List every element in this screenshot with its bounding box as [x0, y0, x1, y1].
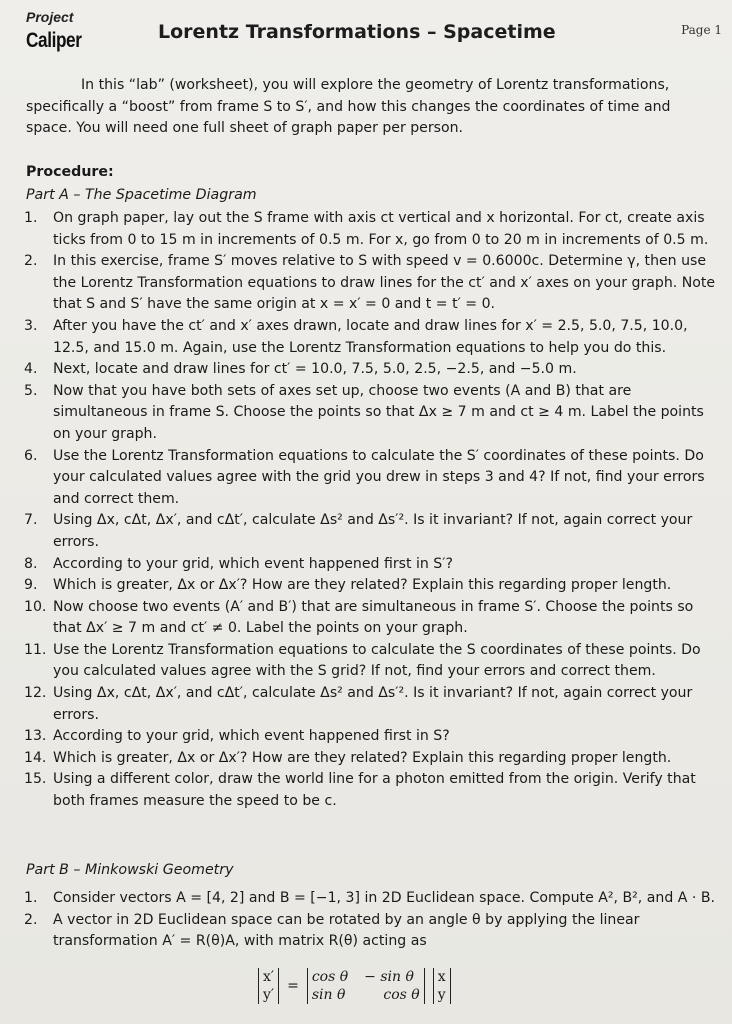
part-a-step-7 [0, 510, 722, 553]
part-a-step-4 [0, 359, 722, 381]
m22: cos θ [383, 987, 420, 1003]
m11: cos θ [311, 969, 349, 985]
step-number: 14. [24, 749, 47, 766]
part-a-step-2 [0, 251, 722, 316]
part-a-step-13 [0, 726, 722, 748]
step-text: Using a different color, draw the world line for a photon emitted from the origin. Verify that both frames measure the speed to be c. [53, 771, 696, 810]
part-b-steps [0, 888, 722, 953]
step-number: 7. [24, 512, 38, 529]
rhs-vector [433, 968, 451, 1004]
part-a-step-1 [0, 208, 722, 251]
step-text: Use the Lorentz Transformation equations to calculate the S coordinates of these points. Do you calculated values agree with the S grid? If not, find your errors and correct them. [53, 641, 701, 680]
step-number: 10. [24, 598, 47, 615]
step-number: 12. [24, 685, 47, 702]
m21: sin θ [311, 987, 346, 1003]
step-number: 6. [24, 447, 38, 464]
document-title: Lorentz Transformations – Spacetime [158, 21, 556, 43]
step-number: 13. [24, 728, 47, 745]
part-a-steps [0, 208, 722, 813]
part-a-step-12 [0, 683, 722, 726]
step-text: After you have the ct′ and x′ axes drawn, locate and draw lines for x′ = 2.5, 5.0, 7.5, 10.0, 12.5, and 15.0 m. Again, use the Lorentz Transformation equations to help you do this. [53, 317, 688, 356]
rhs-y: y [437, 987, 446, 1003]
step-number: 3. [24, 317, 38, 334]
step-number: 5. [24, 382, 38, 399]
lhs-vector [258, 968, 279, 1004]
page-number: Page 1 [681, 23, 722, 37]
intro-paragraph: In this “lab” (worksheet), you will explore the geometry of Lorentz transformations, specifically a “boost” from frame S to S′, and how this changes the coordinates of time and space. You will need one full sheet of graph paper per person. [26, 77, 671, 136]
step-number: 11. [24, 641, 47, 658]
step-number: 1. [24, 890, 38, 906]
step-number: 4. [24, 361, 38, 378]
lhs-y: y′ [263, 987, 275, 1003]
part-a-step-3 [0, 316, 722, 359]
logo-project-text: Project [26, 9, 74, 25]
step-text: According to your grid, which event happened first in S? [53, 728, 450, 745]
step-number: 2. [24, 253, 38, 270]
part-a-step-11 [0, 640, 722, 683]
part-b-step-2 [0, 910, 722, 953]
part-a-step-6 [0, 446, 722, 511]
part-a-step-15 [0, 769, 722, 812]
step-text: Which is greater, Δx or Δx′? How are they related? Explain this regarding proper length. [53, 577, 672, 594]
step-text: Now choose two events (A′ and B′) that are simultaneous in frame S′. Choose the points so that Δx′ ≥ 7 m and ct′ ≠ 0. Label the points on your graph. [53, 598, 694, 637]
step-text: Use the Lorentz Transformation equations to calculate the S′ coordinates of these points. Do your calculated values agree with the grid you drew in steps 3 and 4? If not, find your errors and correct them. [53, 447, 705, 507]
equals-sign: = [287, 978, 299, 994]
m12: − sin θ [364, 969, 414, 985]
step-text: According to your grid, which event happened first in S′? [53, 555, 453, 572]
lhs-x: x′ [263, 969, 275, 985]
step-text: Using Δx, cΔt, Δx′, and cΔt′, calculate Δs² and Δs′². Is it invariant? If not, again correct your errors. [53, 512, 693, 550]
part-a-step-14 [0, 748, 722, 770]
step-number: 9. [24, 577, 38, 594]
part-b-heading: Part B – Minkowski Geometry [26, 862, 234, 878]
step-text: Using Δx, cΔt, Δx′, and cΔt′, calculate Δs² and Δs′². Is it invariant? If not, again correct your errors. [53, 685, 693, 723]
part-a-step-8 [0, 554, 722, 576]
rotation-matrix-equation [258, 968, 451, 1004]
step-number: 8. [24, 555, 38, 572]
step-text: A vector in 2D Euclidean space can be rotated by an angle θ by applying the linear transformation A′ = R(θ)A, with matrix R(θ) acting as [53, 911, 640, 950]
part-a-step-10 [0, 597, 722, 640]
rotation-matrix [307, 968, 425, 1004]
part-a-heading: Part A – The Spacetime Diagram [26, 187, 257, 203]
step-text: Which is greater, Δx or Δx′? How are they related? Explain this regarding proper length. [53, 749, 672, 766]
step-text: Now that you have both sets of axes set up, choose two events (A and B) that are simultaneous in frame S. Choose the points so that Δx ≥ 7 m and ct ≥ 4 m. Label the points on your graph. [53, 382, 704, 442]
step-number: 1. [24, 210, 38, 226]
logo-caliper-text: Caliper [26, 29, 82, 52]
step-text: On graph paper, lay out the S frame with axis ct vertical and x horizontal. For ct, create axis ticks from 0 to 15 m in increments of 0.5 m. For x, go from 0 to 20 m in increments of 0.5 m. [53, 210, 709, 248]
step-text: Consider vectors A = [4, 2] and B = [−1, 3] in 2D Euclidean space. Compute A², B², and A · B. [53, 890, 715, 906]
procedure-heading: Procedure: [26, 164, 114, 180]
step-number: 2. [24, 911, 38, 928]
step-text: Next, locate and draw lines for ct′ = 10.0, 7.5, 5.0, 2.5, −2.5, and −5.0 m. [53, 361, 577, 378]
part-b-step-1 [0, 888, 722, 910]
part-a-step-5 [0, 381, 722, 446]
step-number: 15. [24, 771, 47, 788]
step-text: In this exercise, frame S′ moves relative to S with speed v = 0.6000c. Determine γ, then use the Lorentz Transformation equations to draw lines for the ct′ and x′ axes on your graph. Note that S and S′ have the same origin at x = x′ = 0 and t = t′ = 0. [53, 253, 716, 313]
part-a-step-9 [0, 575, 722, 597]
rhs-x: x [437, 969, 446, 985]
